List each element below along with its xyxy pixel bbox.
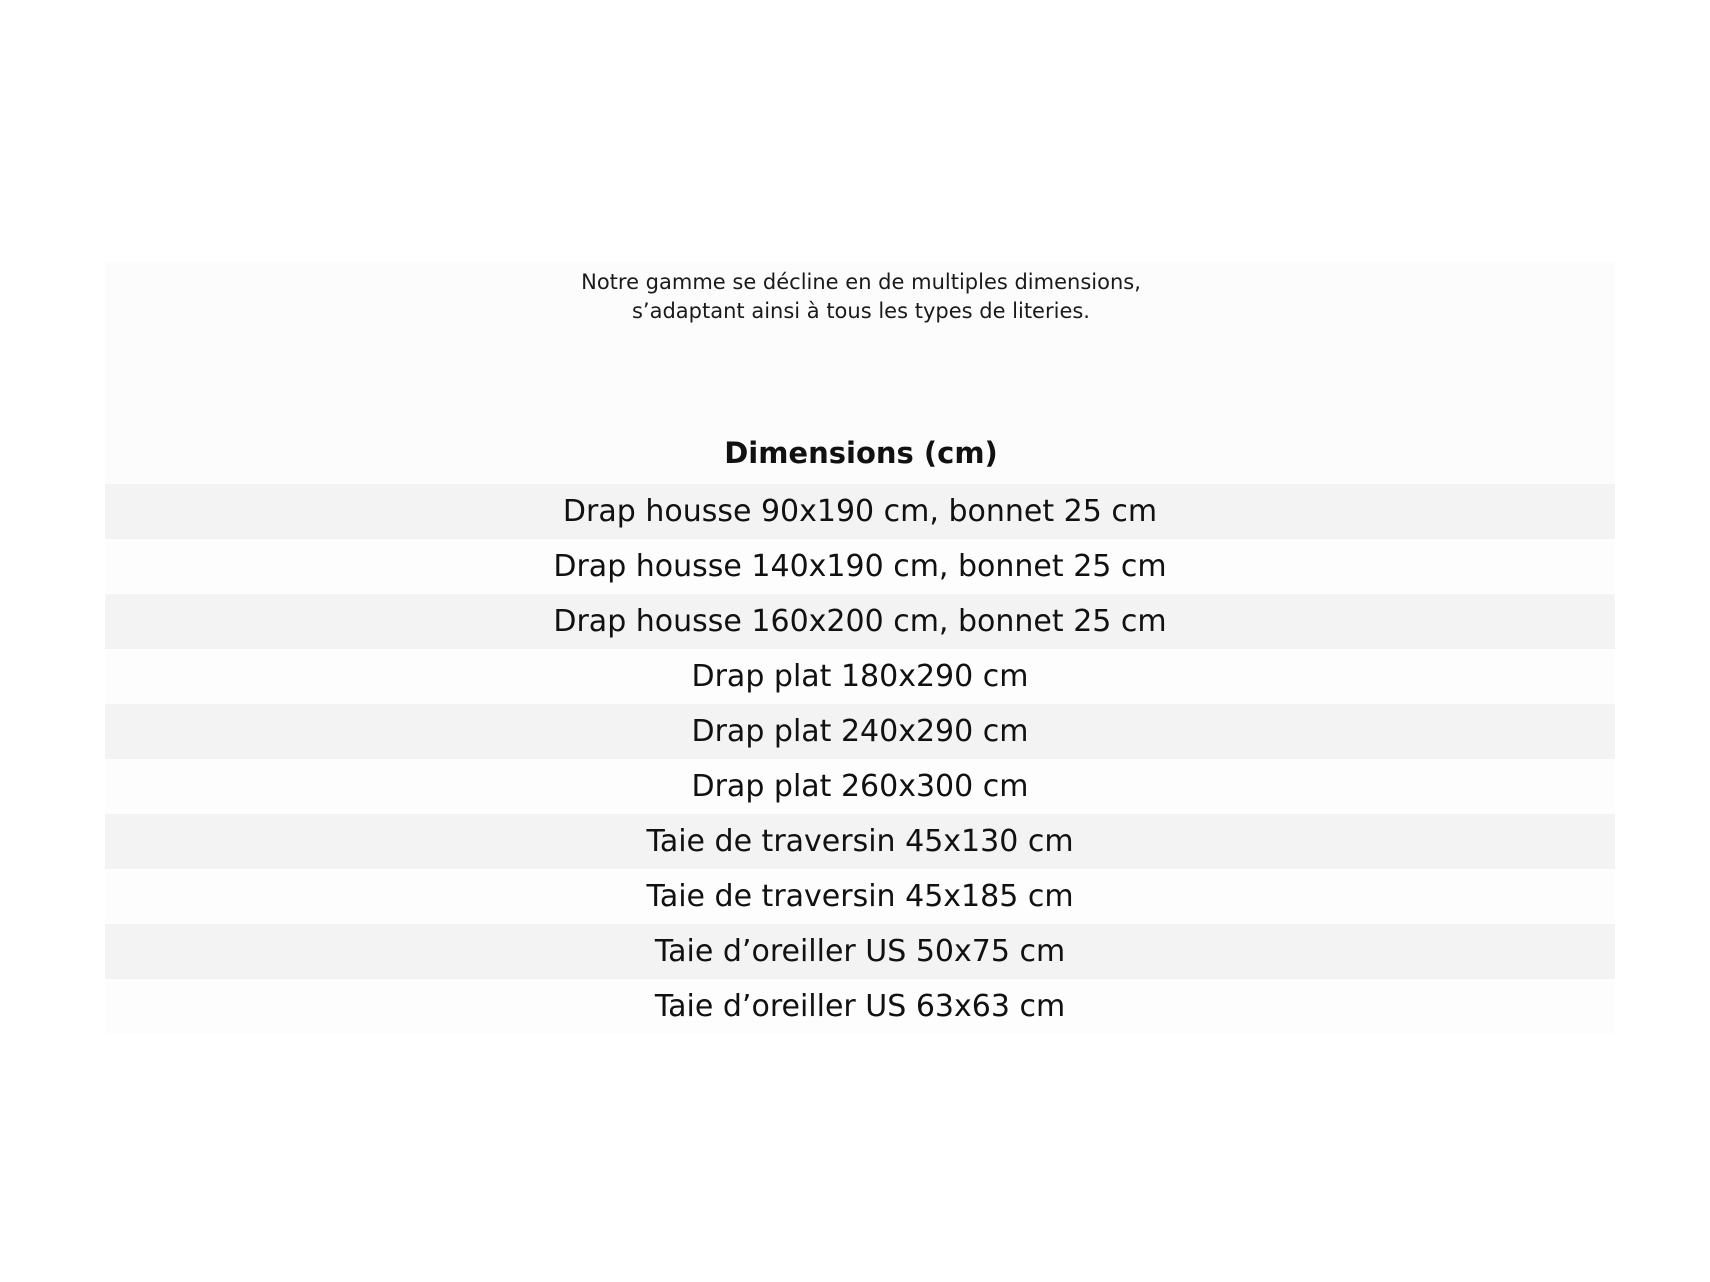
intro-line-1: Notre gamme se décline en de multiples dimensions,: [581, 270, 1141, 294]
table-row: Taie de traversin 45x185 cm: [105, 869, 1615, 924]
table-row: Drap plat 180x290 cm: [105, 649, 1615, 704]
table-row: Drap plat 260x300 cm: [105, 759, 1615, 814]
intro-text: [0, 268, 1710, 326]
table-row: Drap housse 140x190 cm, bonnet 25 cm: [105, 539, 1615, 594]
table-row: Taie de traversin 45x130 cm: [105, 814, 1615, 869]
table-row: Taie d’oreiller US 50x75 cm: [105, 924, 1615, 979]
table-row: Taie d’oreiller US 63x63 cm: [105, 979, 1615, 1034]
table-title: Dimensions (cm): [724, 436, 998, 470]
table-row: Drap housse 160x200 cm, bonnet 25 cm: [105, 594, 1615, 649]
intro-line-2: s’adaptant ainsi à tous les types de literies.: [631, 299, 1090, 323]
table-row: Drap plat 240x290 cm: [105, 704, 1615, 759]
dimensions-table: [105, 484, 1615, 1034]
table-row: Drap housse 90x190 cm, bonnet 25 cm: [105, 484, 1615, 539]
